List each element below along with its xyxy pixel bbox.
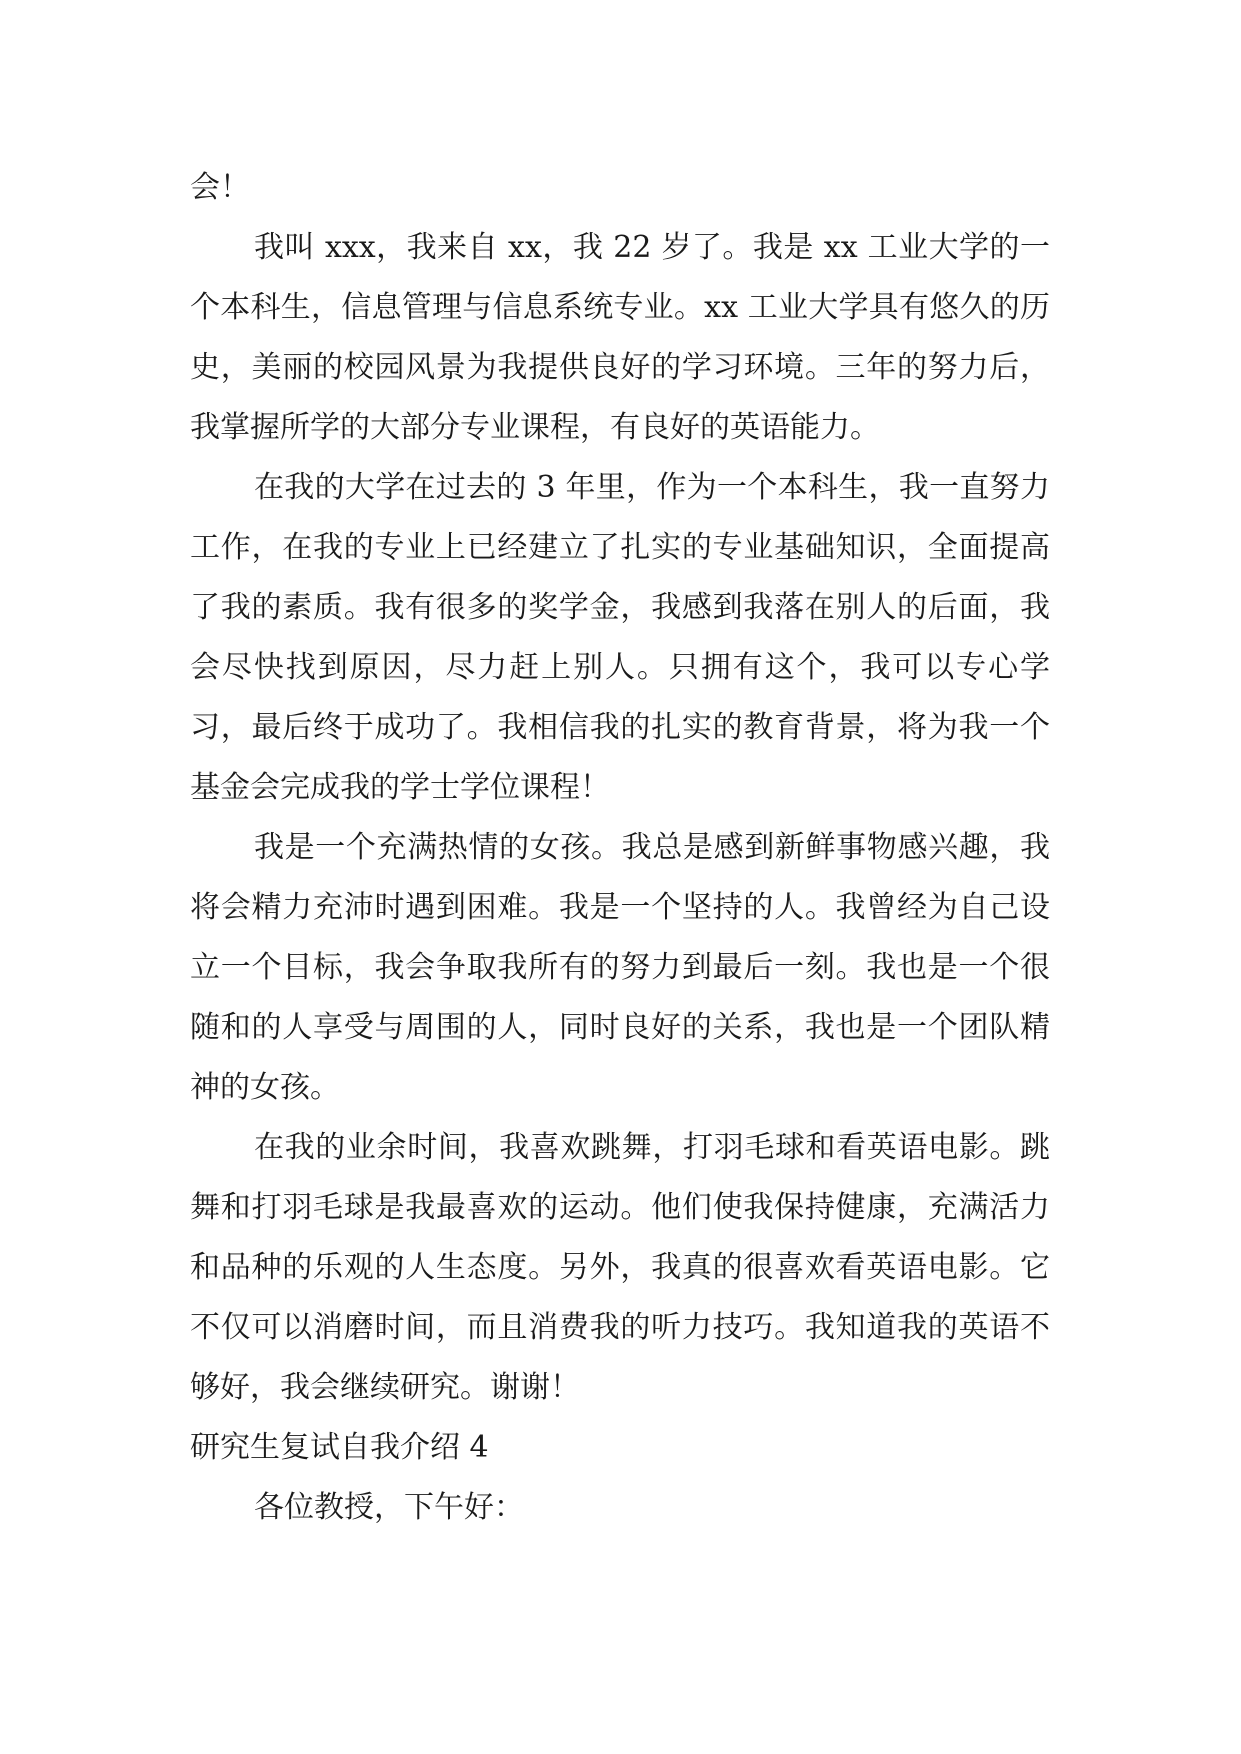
paragraph-hobbies: 在我的业余时间，我喜欢跳舞，打羽毛球和看英语电影。跳舞和打羽毛球是我最喜欢的运动。他们使我保持健康，充满活力和品种的乐观的人生态度。另外，我真的很喜欢看英语电影。它不仅可以消磨时间，而且消费我的听力技巧。我知道我的英语不够好，我会继续研究。谢谢！ bbox=[190, 1130, 1050, 1405]
paragraph-greeting: 各位教授，下午好： bbox=[254, 1490, 524, 1525]
paragraph-self-intro: 我叫 xxx，我来自 xx，我 22 岁了。我是 xx 工业大学的一个本科生，信息管理与信息系统专业。xx 工业大学具有悠久的历史，美丽的校园风景为我提供良好的学习环境。三年的努力后，我掌握所学的大部分专业课程，有良好的英语能力。 bbox=[190, 230, 1050, 445]
section-heading: 研究生复试自我介绍 4 bbox=[190, 1430, 489, 1465]
paragraph-continuation: 会！ bbox=[190, 170, 250, 205]
paragraph-university-experience: 在我的大学在过去的 3 年里，作为一个本科生，我一直努力工作，在我的专业上已经建立了扎实的专业基础知识，全面提高了我的素质。我有很多的奖学金，我感到我落在别人的后面，我会尽快找到原因，尽力赶上别人。只拥有这个，我可以专心学习，最后终于成功了。我相信我的扎实的教育背景，将为我一个基金会完成我的学士学位课程！ bbox=[190, 470, 1050, 805]
paragraph-personality: 我是一个充满热情的女孩。我总是感到新鲜事物感兴趣，我将会精力充沛时遇到困难。我是一个坚持的人。我曾经为自己设立一个目标，我会争取我所有的努力到最后一刻。我也是一个很随和的人享受与周围的人，同时良好的关系，我也是一个团队精神的女孩。 bbox=[190, 830, 1050, 1105]
document-body bbox=[190, 158, 1050, 1538]
